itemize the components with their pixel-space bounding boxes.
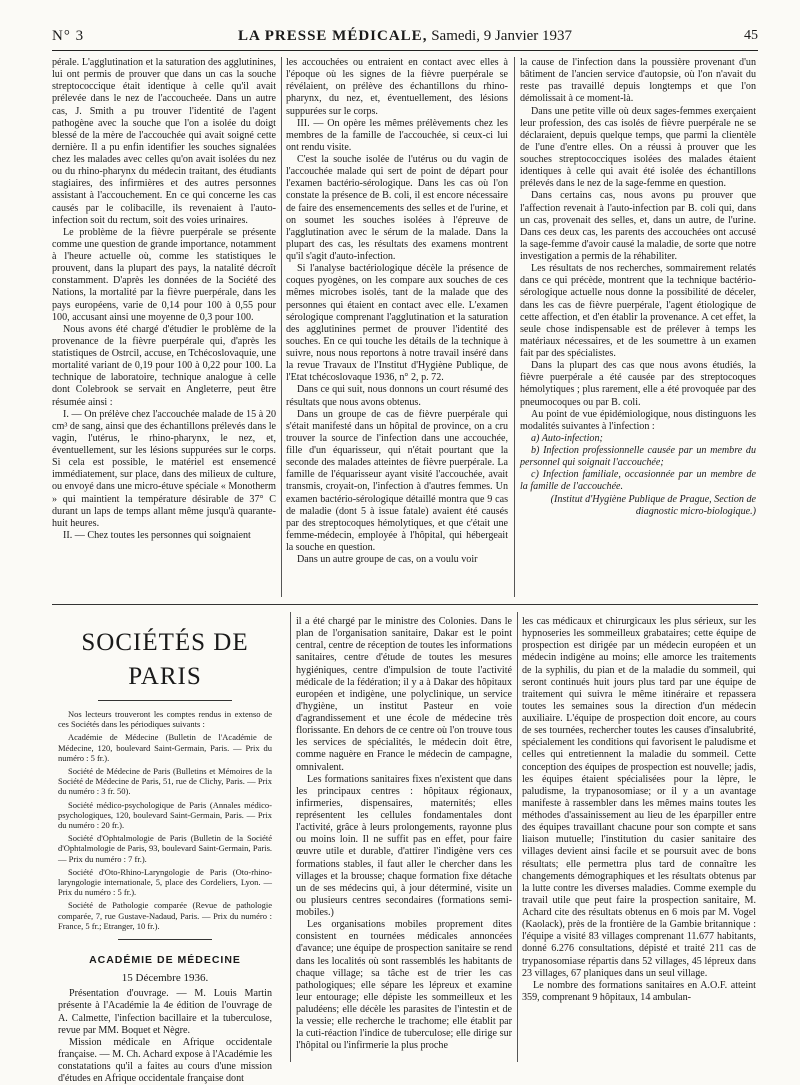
paragraph: pérale. L'agglutination et la saturation des agglutinines, lui ont permis de prouver que dans un cas la souche streptococcique était identique à celle qu'il avait prélevée dans le nez de l'accoucheée. Dans un autre cas, J. Smith a pu trouver l'identité de l'agent pathogène avec la souche que l'on a isolée du doigt blessé de la mère de l'accouchée qui avait soigné cette dernière. Il a pu enfin identifier les souches signalées chez les malades avec celles qu'on avait isolées du nez ou du rhino-pharynx du médecin traitant, des étudiants stagiaires, des infirmières et des autres personnes assistant à l'accouchement. En ce qui concerne les cas causés par le colibacille, ils revenaient à l'auto-infection soit du rectum, soit des voies urinaires. [52,57,276,226]
paragraph: III. — On opère les mêmes prélèvements chez les membres de la famille de l'accouchée, si ceux-ci lui ont rendu visite. [286,117,508,153]
society-item: Société médico-psychologique de Paris (Annales médico-psychologiques, 120, boulevard Saint-Germain, Paris. — Prix du numéro : 20 fr.). [58,799,272,831]
paragraph: II. — Chez toutes les personnes qui soignaient [63,529,251,541]
paragraph: Le nombre des formations sanitaires en A.O.F. atteint 359, comprenant 9 hôpitaux, 14 ambulan- [522,979,756,1003]
paragraph: il a été chargé par le ministre des Colonies. Dans le plan de l'organisation sanitaire, Dakar est le point central, centre de réception de toutes les informations sanitaires, centre d'étude de toutes les mesures hygiéniques, centre d'impulsion de toute l'activité médicale de la fédération; il y a à Dakar des hôpitaux européen et indigène, une polyclinique, un service d'hygiène, un institut Pasteur en voie d'agrandissement et une école de médecine très florissante. En dehors de ce centre où l'on trouve tous les services de spécialités, le médecin doit être, comme naguère en France le médecin de campagne, omnivalent. [296,616,512,773]
section-divider [52,604,758,605]
paragraph: Dans un groupe de cas de fièvre puerpérale qui s'était manifesté dans un hôpital de province, on a cru trouver la source de l'infection dans une accouchée, fille d'un équarisseur, qui n'était pourtant que la seconde des malades atteintes de fièvre puerpérale. La famille de l'équarisseur ayant visité l'accouchée, avait transmis, croyait-on, l'infection à d'autres femmes. Un examen bactério-sérologique détaillé montra que 9 cas de maladie (dont 5 à issue fatale) avaient été causés par des streptocoques hémolytiques, et que c'était une femme-médecin, employée à l'hôpital, qui hébergeait la souche en question. [286,408,508,553]
issue-date: Samedi, 9 Janvier 1937 [427,28,573,44]
section-title: SOCIÉTÉS DE PARIS [81,629,249,690]
top-column-1 [52,57,276,542]
society-item: Société d'Oto-Rhino-Laryngologie de Paris (Oto-rhino-laryngologie internationale, 5, place des Cordeliers, Lyon. — Prix du numéro : 5 fr.). [58,866,272,898]
paragraph: Les formations sanitaires fixes n'existent que dans les principaux centres : hôpitaux régionaux, infirmeries, dispensaires, maternités; elles représentent les cellules fondamentales dont l'activité, grâce à leurs prolongements, rayonne plus ou moins loin. Il ne suffit pas en effet, pour faire œuvre utile et durable, d'attirer l'indigène vers ces formations stables, il faut aller le chercher dans les villages et la brousse; chaque formation fixe détache un de ses médecins qui, à jour déterminé, visite un ou plusieurs centres secondaires (formations semi-mobiles.) [296,773,512,918]
list-item: b) Infection professionnelle causée par un membre du personnel qui soignait l'accouchée; [520,445,756,469]
paragraph: les cas médicaux et chirurgicaux les plus sérieux, sur les hypnoseries les sommeilleux grabataires; cette équipe de prospection est dirigée par un médecin européen et un médecin indigène au moins; elle amorce les traitements de la syphilis, du pian et de la maladie du sommeil, qui seront continués huit jours plus tard par une équipe de traitement qui suivra le même itinéraire et repassera toutes les semaines sous la direction d'un médecin auxiliaire. L'équipe de prospection doit encore, au cours de ses tournées, rechercher toutes les causes d'insalubrité, spécialement les conditions qui favorisent le paludisme et celles qui entretiennent la maladie du sommeil. Cette conception des équipes de prospection est nouvelle; jadis, les équipes étaient spécialisées pour la lèpre, le paludisme, la trypanosomiase; or il y a un avantage manifeste à rassembler dans les mêmes mains toutes les méthodes d'assainissement au lieu de les éparpiller entre des équipes travaillant chacune pour son compte et sans liaison mutuelle; l'institution du casier sanitaire des villages devient ainsi facile et se poursuit avec de bons résultats; elle permettra plus tard de connaître les changements démographiques et les résultats obtenus par la lutte contre les diverses maladies. Comme exemple du travail utile que peut faire la prospection sanitaire, M. Achard cite des résultats obtenus en 6 mois par M. Vogel (Kaolack), près de la frontière de la Gambie britannique : l'équipe a visité 83 villages comprenant 11.677 habitants, donné 6.276 consultations, dépisté et traité 211 cas de trypanosomiase répartis dans 52 villages, 45 lépreux dans 23 villages, 67 planiques dans un seul village. [522,616,756,979]
column-divider [290,612,291,1062]
paragraph: Au point de vue épidémiologique, nous distinguons les modalités suivantes à l'infection : [520,408,756,432]
paragraph: Les résultats de nos recherches, sommairement relatés dans ce qui précède, montrent que la technique bactério-sérologique actuelle nous donne la possibilité de déceler, dans les cas de fièvre puerpérale, l'agent étiologique de cette affection, et d'en établir la provenance. A cet effet, la seule chose indispensable est de prélever à temps les matériaux nécessaires, et de les soumettre à un examen fait par des spécialistes. [520,263,756,359]
bottom-column-1 [58,616,272,1085]
column-divider [514,57,515,597]
paragraph: Dans ce qui suit, nous donnons un court résumé des résultats que nous avons obtenus. [286,384,508,408]
rule [118,939,212,940]
top-column-2 [286,57,508,566]
societies-intro: Nos lecteurs trouveront les comptes rendus in extenso de ces Sociétés dans les périodiques suivants : [58,709,272,730]
bottom-column-2 [296,616,512,1053]
journal-title-line [52,28,758,45]
academy-title: ACADÉMIE DE MÉDECINE [89,954,241,967]
paragraph: Dans un autre groupe de cas, on a voulu voir [297,554,478,566]
page-header [52,28,758,51]
paragraph: Si l'analyse bactériologique décèle la présence de coques pyogènes, on les compare aux souches de ces mêmes microbes isolés, tant de la malade que des personnes qui étaient en contact avec elle. L'examen sérologique comprenant l'agglutination et la saturation des agglutinines permet de prouver l'identité des souches. En ce qui touche les détails de la technique à suivre, nous nous reportons à notre travail inséré dans la revue Travaux de l'Institut d'Hygiène Publique, de l'Etat tchécoslovaque 1936, n° 2, p. 72. [286,263,508,384]
paragraph: Dans la plupart des cas que nous avons étudiés, la fièvre puerpérale a été causée par des streptocoques hémolytiques ; plus rarement, elle a été provoquée par des pneumocoques ou par B. coli. [520,360,756,408]
paragraph: C'est la souche isolée de l'utérus ou du vagin de l'accouchée malade qui sert de point de départ pour l'examen bactério-sérologique. Dans les cas où l'on constate la présence de B. coli, il est encore nécessaire de faire des ensemencements des selles et de l'urine, et on soumet les souches isolées à l'épreuve de l'agglutination avec le sérum de la malade. Dans la plupart des cas, les résultats des examens montrent qu'il s'agit d'auto-infection. [286,154,508,262]
society-item: Société de Pathologie comparée (Revue de pathologie comparée, 7, rue Gustave-Nadaud, Paris. — Prix du numéro : France, 5 fr.; Etranger, 10 fr.). [58,900,272,931]
title-rule [98,700,232,701]
society-item: Société d'Ophtalmologie de Paris (Bulletin de la Société d'Ophtalmologie de Paris, 93, boulevard Saint-Germain, Paris. — Prix du numéro : 7 fr.). [58,833,272,864]
paragraph: les accouchées ou entraient en contact avec elles à l'époque où les signes de la fièvre puerpérale se révélaient, on prélève des échantillons du rhino-pharynx, du nez, et, éventuellement, des lésions suppurées sur le corps. [286,57,508,117]
issue-number: N° 3 [52,28,85,44]
society-item: Société de Médecine de Paris (Bulletins et Mémoires de la Société de Médecine de Paris, 51, rue de Clichy, Paris. — Prix du numéro : 3 fr. 50). [58,766,272,797]
paragraph: Nous avons été chargé d'étudier le problème de la provenance de la fièvre puerpérale qui, d'après les statistiques de Ostrcil, accuse, en Tchécoslovaquie, une mortalité variant de 0,19 pour 100 à 0,22 pour 100. La technique de laboratoire, technique analogue à celle dont Colebrook se servait en Angleterre, peut être résumée ainsi : [52,323,276,408]
journal-title: LA PRESSE MÉDICALE, [237,28,428,44]
top-column-3 [520,57,756,518]
paragraph: Le problème de la fièvre puerpérale se présente comme une question de grande importance, notamment à l'heure actuelle où, comme les statistiques le prouvent, dans la plupart des pays, la natalité décroît constamment. D'après les données de la Société des Nations, la mortalité par la fièvre puerpérale, dans les pays européens, varie de 0,14 pour 100 à 0,55 pour 100, accusant ainsi une moyenne de 0,3 pour 100. [52,226,276,323]
column-divider [517,612,518,1062]
list-item: c) Infection familiale, occasionnée par un membre de la famille de l'accouchée. [520,469,756,493]
academy-date: 15 Décembre 1936. [121,972,209,985]
paragraph: Mission médicale en Afrique occidentale française. — M. Ch. Achard expose à l'Académie les constatations qu'il a faites au cours d'une mission d'études en Afrique occidentale française dont [58,1036,272,1085]
paragraph: Présentation d'ouvrage. — M. Louis Martin présente à l'Académie la 4e édition de l'ouvrage de A. Calmette, l'infection bacillaire et la tuberculose, revue par MM. Boquet et Nègre. [58,988,272,1036]
column-divider [281,57,282,597]
article-signature: (Institut d'Hygiène Publique de Prague, Section de diagnostic micro-biologique.) [550,493,756,517]
paragraph: Dans une petite ville où deux sages-femmes exerçaient leur profession, des cas isolés de fièvre puerpérale ne se déclaraient, depuis quelque temps, que parmi la clientèle de l'une d'entre elles. On a réussi à prouver que les souches streptococciques isolées des malades étaient identiques à celle qui avait été isolée des échantillons prélevés dans le nez de la sage-femme en question. [520,105,756,190]
paragraph: Dans certains cas, nous avons pu prouver que l'affection revenait à l'auto-infection par B. coli qui, dans un cas, provenait des selles, et, dans un autre, de l'urine. Dans ces deux cas, les parents des accouchées ont accusé la sage-femme d'avoir causé la maladie, de sorte que notre investigation a permis de la réhabiliter. [520,190,756,262]
list-item: a) Auto-infection; [531,432,603,444]
bottom-column-3 [522,616,756,1004]
page-number: 45 [744,28,758,43]
paragraph: Les organisations mobiles proprement dites consistent en tournées médicales annoncées d'avance; une équipe de prospection sanitaire se rend dans les localités où sont rassemblés les habitants de chaque village; sa tâche est de trier les cas pathologiques; elle sépare les lépreux et examine leur entourage; elle dépiste les sommeilleux et les paludéens; elle décèle les parasites de l'intestin et de la vessie; elle recherche le trachome; elle établit par la cuti-réaction l'indice de tuberculose; elle dirige sur l'hôpital ou l'infirmerie la plus proche [296,919,512,1052]
paragraph: la cause de l'infection dans la poussière provenant d'un bâtiment de l'ancien service d'autopsie, où l'on n'avait du reste pas travaillé depuis longtemps et que l'on démolissait à ce moment-là. [520,57,756,105]
societies-list [58,709,272,931]
society-item: Académie de Médecine (Bulletin de l'Académie de Médecine, 120, boulevard Saint-Germain, Paris. — Prix du numéro : 5 fr.). [58,732,272,763]
paragraph: I. — On prélève chez l'accouchée malade de 15 à 20 cm³ de sang, ainsi que des échantillons prélevés dans le vagin, l'utérus, le rhino-pharynx, le nez, et, éventuellement, sur les lésions suppurées sur le corps. Si cela est possible, le matériel est ensemencé immédiatement, sur place, dans des milieux de culture, ou envoyé dans une micro-étuve spéciale « Monotherm » qui maintient la température désirable de 37° C durant un laps de temps allant même jusqu'à quarante-huit heures. [52,408,276,529]
